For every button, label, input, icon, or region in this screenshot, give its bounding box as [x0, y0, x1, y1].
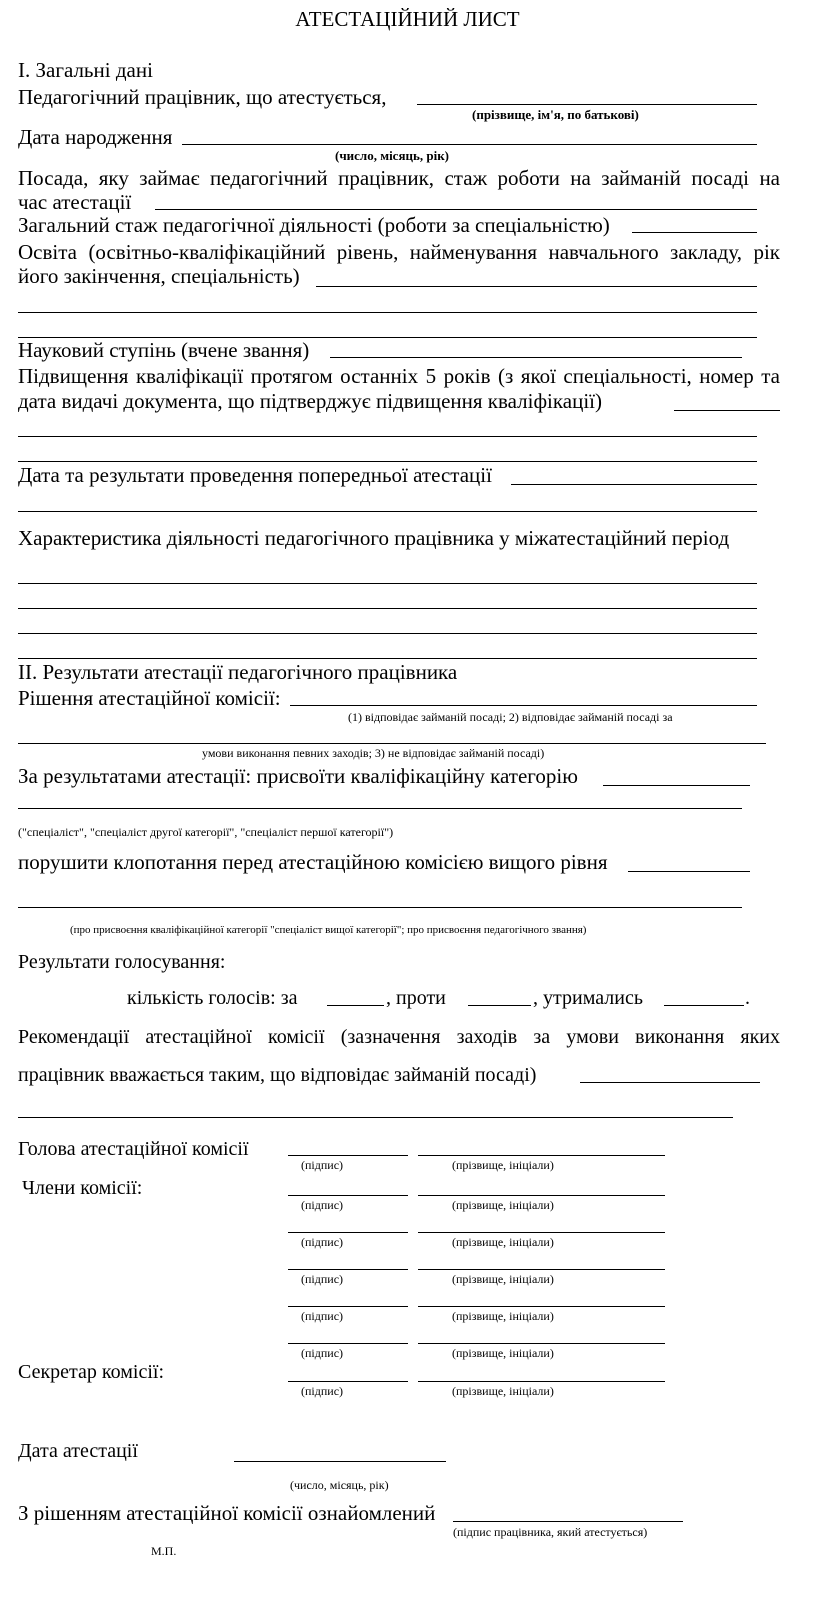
education-field-line-1[interactable]: [316, 286, 757, 287]
votes-abstained-label: , утримались: [533, 987, 643, 1009]
document-title: АТЕСТАЦІЙНИЙ ЛИСТ: [295, 7, 520, 31]
characteristic-field-line-3[interactable]: [18, 633, 757, 634]
chair-signature-line[interactable]: [288, 1155, 408, 1156]
secretary-name-hint: (прізвище, ініціали): [452, 1384, 554, 1398]
section-2-heading: ІІ. Результати атестації педагогічного працівника: [18, 660, 458, 684]
training-field-line-2[interactable]: [18, 436, 757, 437]
chair-name-line[interactable]: [418, 1155, 665, 1156]
member-1-name-line[interactable]: [418, 1195, 665, 1196]
training-field-line-3[interactable]: [18, 461, 757, 462]
section-1-heading: І. Загальні дані: [18, 58, 153, 82]
member-5-name-hint: (прізвище, ініціали): [452, 1346, 554, 1360]
birth-date-label: Дата народження: [18, 125, 173, 149]
previous-attestation-field-line-2[interactable]: [18, 511, 757, 512]
characteristic-field-line-1[interactable]: [18, 583, 757, 584]
member-3-name-line[interactable]: [418, 1269, 665, 1270]
recommendations-line-1: Рекомендації атестаційної комісії (зазначення заходів за умови виконання яких: [18, 1026, 780, 1048]
recommendations-line-2: працівник вважається таким, що відповідає займаній посаді): [18, 1064, 537, 1086]
petition-field-line[interactable]: [628, 871, 750, 872]
votes-for-field-line[interactable]: [327, 1005, 384, 1006]
category-field-line[interactable]: [603, 785, 750, 786]
category-field-line-2[interactable]: [18, 808, 742, 809]
characteristic-field-line-4[interactable]: [18, 658, 757, 659]
previous-attestation-label: Дата та результати проведення попередньої атестації: [18, 463, 492, 487]
member-2-signature-line[interactable]: [288, 1232, 408, 1233]
experience-field-line[interactable]: [632, 232, 757, 233]
commission-decision-field-line-2[interactable]: [18, 743, 766, 744]
commission-decision-field-line[interactable]: [290, 705, 757, 706]
voting-label: Результати голосування:: [18, 951, 226, 973]
petition-field-line-2[interactable]: [18, 907, 742, 908]
category-label: За результатами атестації: присвоїти кваліфікаційну категорію: [18, 764, 578, 788]
education-field-line-2[interactable]: [18, 312, 757, 313]
member-2-name-hint: (прізвище, ініціали): [452, 1235, 554, 1249]
petition-label: порушити клопотання перед атестаційною комісією вищого рівня: [18, 850, 608, 874]
member-4-name-line[interactable]: [418, 1306, 665, 1307]
stamp-placeholder: М.П.: [151, 1544, 177, 1558]
chair-label: Голова атестаційної комісії: [18, 1138, 249, 1160]
member-1-name-hint: (прізвище, ініціали): [452, 1198, 554, 1212]
member-2-name-line[interactable]: [418, 1232, 665, 1233]
acquainted-label: З рішенням атестаційної комісії ознайомлений: [18, 1501, 436, 1525]
member-4-sign-hint: (підпис): [301, 1309, 344, 1323]
education-line-2: його закінчення, спеціальність): [18, 264, 300, 288]
position-line-2: час атестації: [18, 190, 132, 214]
birth-date-hint: (число, місяць, рік): [335, 148, 450, 163]
chair-name-hint: (прізвище, ініціали): [452, 1158, 554, 1172]
previous-attestation-field-line[interactable]: [511, 484, 757, 485]
petition-hint: (про присвоєння кваліфікаційної категорії "спеціаліст вищої категорії"; про присвоєння педагогічного звання): [70, 924, 587, 936]
worker-name-field-line[interactable]: [417, 104, 757, 105]
training-line-1: Підвищення кваліфікації протягом останніх 5 років (з якої спеціальності, номер та: [18, 364, 780, 388]
votes-for-label: кількість голосів: за: [127, 987, 298, 1009]
chair-sign-hint: (підпис): [301, 1158, 344, 1172]
member-5-name-line[interactable]: [418, 1343, 665, 1344]
member-1-signature-line[interactable]: [288, 1195, 408, 1196]
acquainted-signature-line[interactable]: [453, 1521, 683, 1522]
training-line-2: дата видачі документа, що підтверджує підвищення кваліфікації): [18, 389, 602, 413]
worker-label: Педагогічний працівник, що атестується,: [18, 85, 387, 109]
member-3-name-hint: (прізвище, ініціали): [452, 1272, 554, 1286]
experience-label: Загальний стаж педагогічної діяльності (роботи за спеціальністю): [18, 213, 610, 237]
votes-against-label: , проти: [386, 987, 446, 1009]
recommendations-field-line-2[interactable]: [18, 1117, 733, 1118]
education-line-1: Освіта (освітньо-кваліфікаційний рівень, найменування навчального закладу, рік: [18, 240, 780, 264]
attestation-date-line[interactable]: [234, 1461, 446, 1462]
birth-date-field-line[interactable]: [182, 144, 757, 145]
member-4-signature-line[interactable]: [288, 1306, 408, 1307]
secretary-name-line[interactable]: [418, 1381, 665, 1382]
worker-name-hint: (прізвище, ім'я, по батькові): [472, 107, 639, 122]
member-5-signature-line[interactable]: [288, 1343, 408, 1344]
characteristic-field-line-2[interactable]: [18, 608, 757, 609]
members-label: Члени комісії:: [22, 1177, 143, 1199]
member-4-name-hint: (прізвище, ініціали): [452, 1309, 554, 1323]
category-hint: ("спеціаліст", "спеціаліст другої категорії", "спеціаліст першої категорії"): [18, 825, 394, 839]
votes-abstained-field-line[interactable]: [664, 1005, 744, 1006]
attestation-date-hint: (число, місяць, рік): [290, 1478, 389, 1492]
member-5-sign-hint: (підпис): [301, 1346, 344, 1360]
commission-decision-label: Рішення атестаційної комісії:: [18, 686, 281, 710]
position-line-1: Посада, яку займає педагогічний працівник, стаж роботи на займаній посаді на: [18, 166, 780, 190]
member-3-sign-hint: (підпис): [301, 1272, 344, 1286]
commission-decision-hint-2: умови виконання певних заходів; 3) не відповідає займаній посаді): [202, 746, 545, 760]
recommendations-field-line[interactable]: [580, 1082, 760, 1083]
commission-decision-hint-1: (1) відповідає займаній посаді; 2) відповідає займаній посаді за: [348, 710, 673, 724]
secretary-label: Секретар комісії:: [18, 1361, 164, 1383]
acquainted-hint: (підпис працівника, який атестується): [453, 1525, 648, 1539]
degree-label: Науковий ступінь (вчене звання): [18, 338, 310, 362]
degree-field-line[interactable]: [330, 357, 742, 358]
votes-end-period: .: [745, 987, 750, 1009]
position-field-line[interactable]: [155, 209, 757, 210]
attestation-date-label: Дата атестації: [18, 1440, 138, 1462]
training-field-line-1[interactable]: [674, 410, 780, 411]
member-1-sign-hint: (підпис): [301, 1198, 344, 1212]
member-2-sign-hint: (підпис): [301, 1235, 344, 1249]
member-3-signature-line[interactable]: [288, 1269, 408, 1270]
secretary-signature-line[interactable]: [288, 1381, 408, 1382]
votes-against-field-line[interactable]: [468, 1005, 531, 1006]
characteristic-label: Характеристика діяльності педагогічного працівника у міжатестаційний період: [18, 526, 730, 550]
secretary-sign-hint: (підпис): [301, 1384, 344, 1398]
